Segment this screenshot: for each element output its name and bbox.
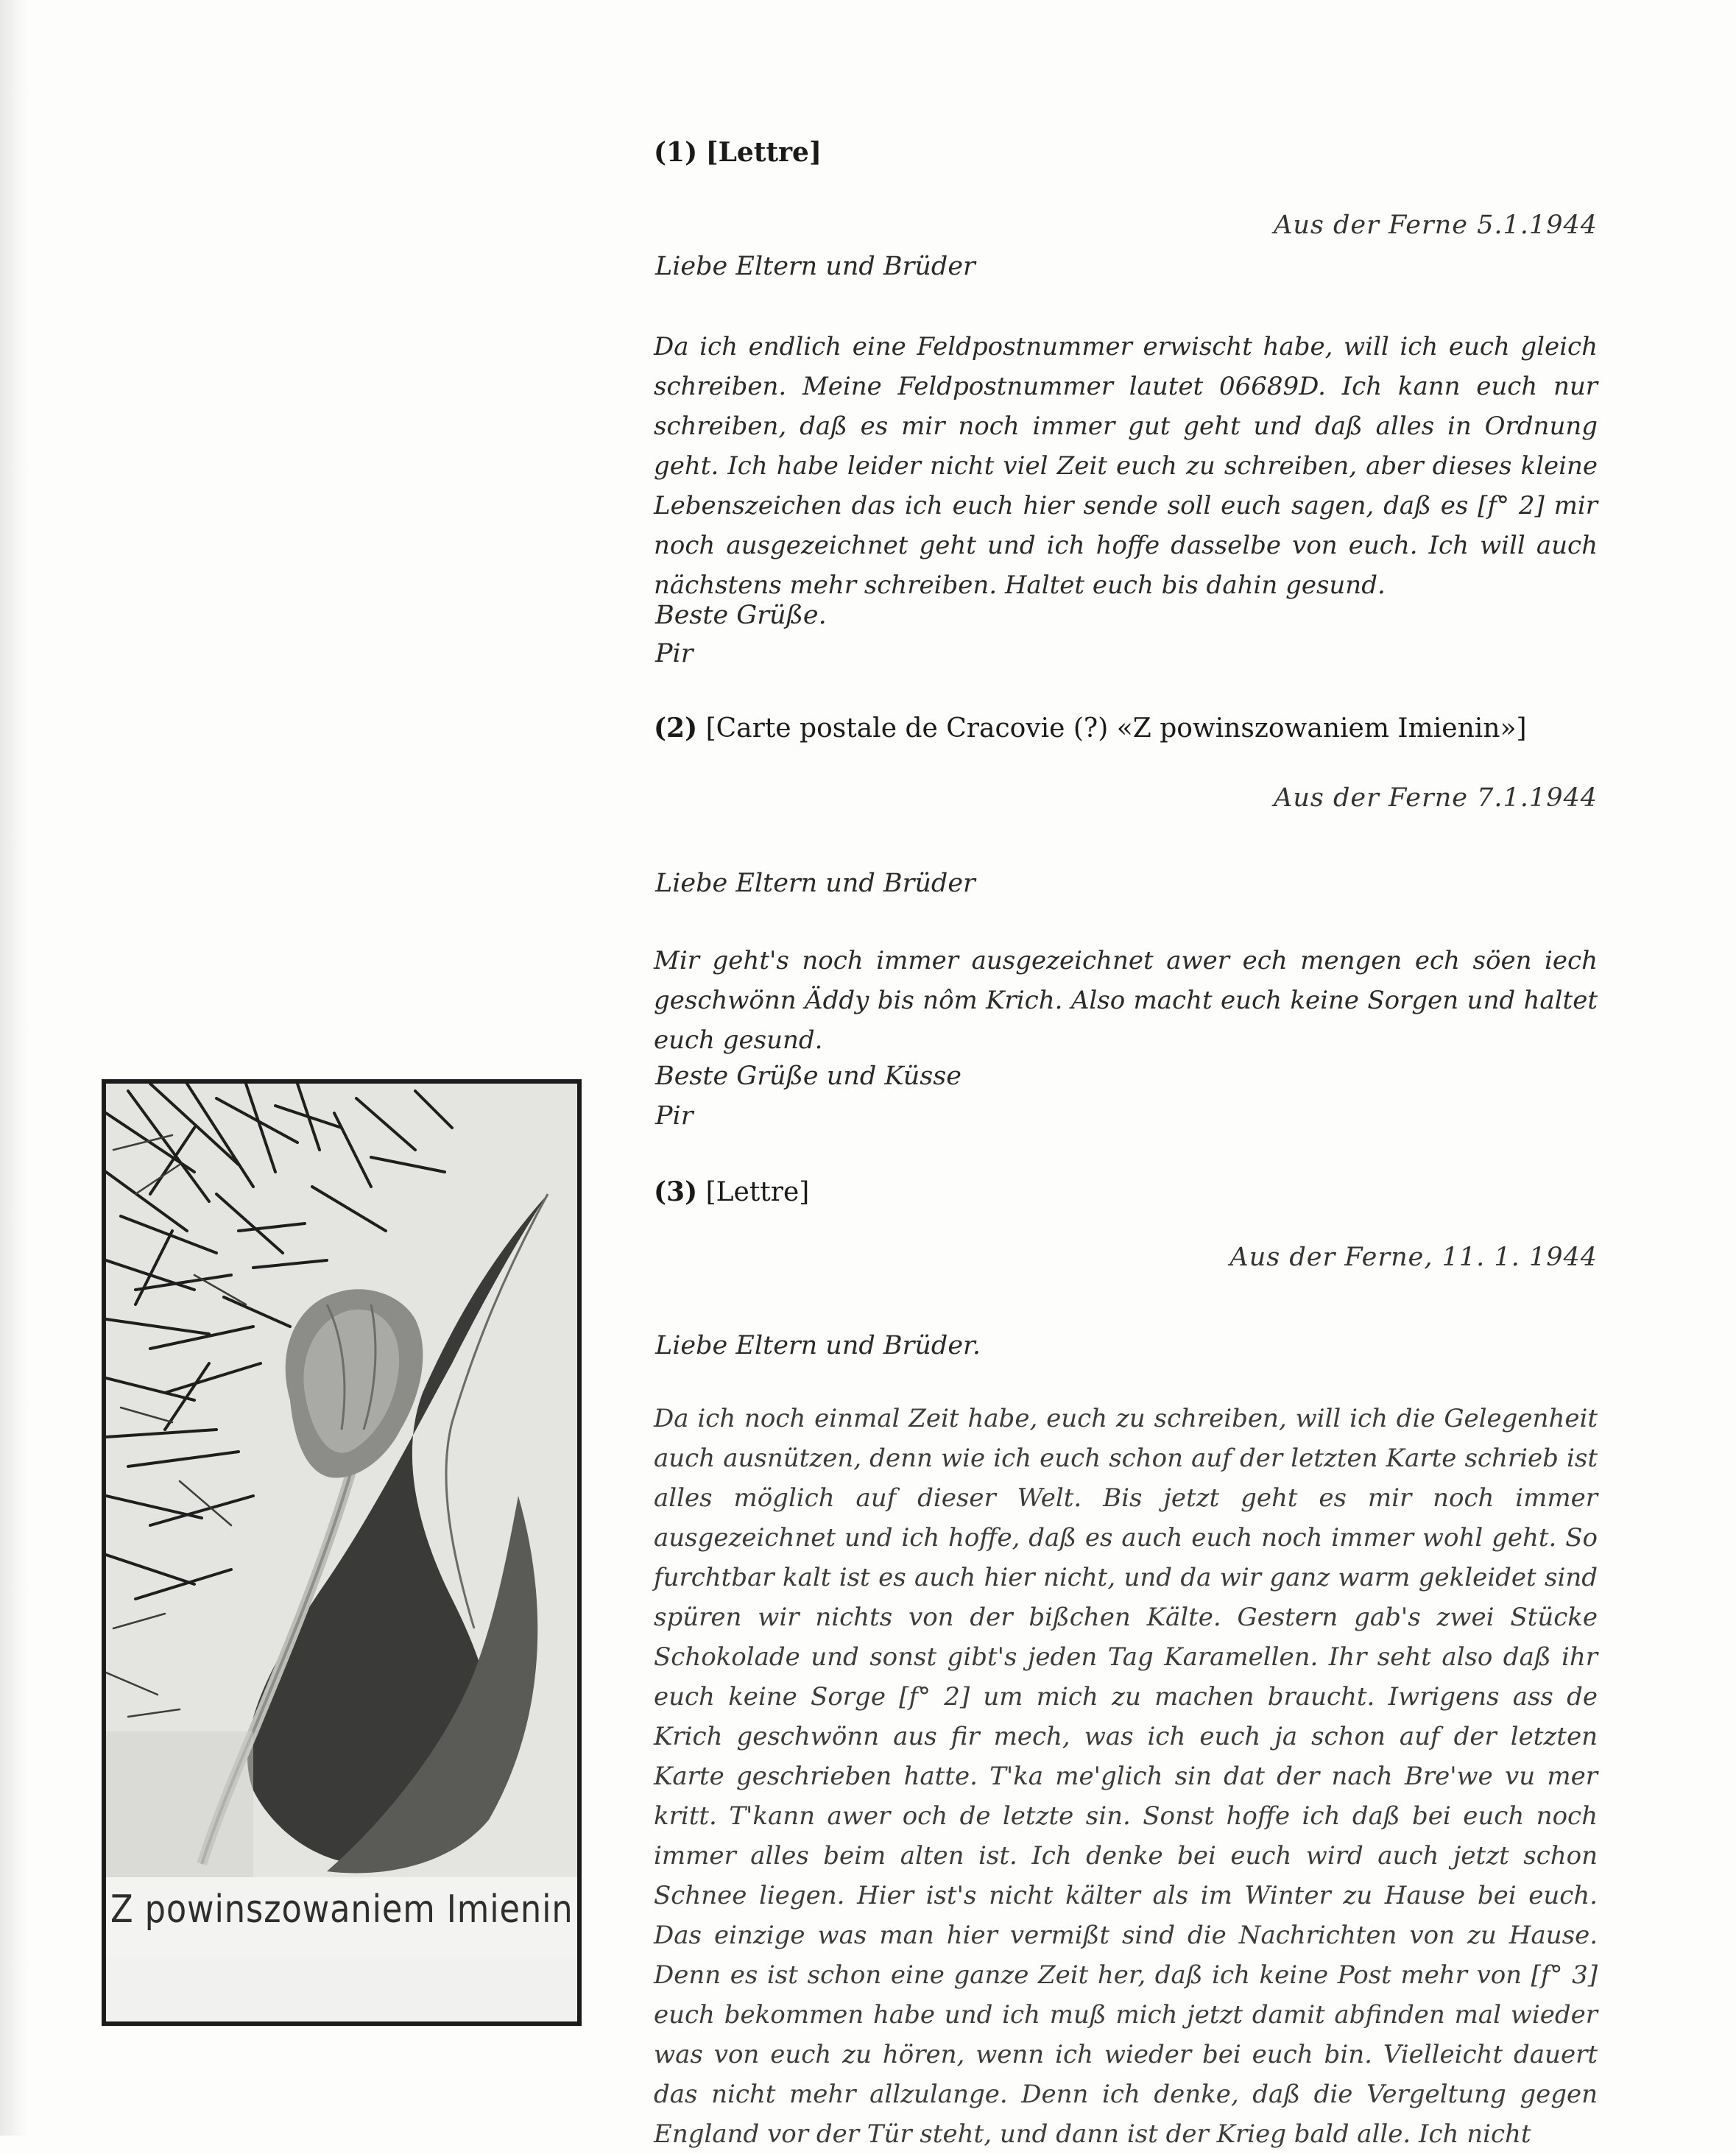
letter-1-date: Aus der Ferne 5.1.1944 [1274, 211, 1598, 240]
letter-1-number: (1) [654, 137, 698, 168]
page-edge-shadow [0, 0, 29, 2136]
letter-2-body: Mir geht's noch immer ausgezeichnet awer ech mengen ech söen iech geschwönn Äddy bis nôm Krich. Also macht euch keine Sorgen und haltet euch gesund. [654, 946, 1598, 1055]
letter-1-heading [654, 137, 822, 168]
postcard-image [102, 1079, 582, 2026]
letter-2-signature: Pir [655, 1101, 694, 1131]
letter-2-closing: Beste Grüße und Küsse [655, 1062, 961, 1091]
letter-3-date: Aus der Ferne, 11. 1. 1944 [1229, 1243, 1598, 1272]
letter-2-heading [654, 713, 1527, 744]
letter-3-heading [654, 1176, 809, 1207]
letter-2-salutation: Liebe Eltern und Brüder [655, 869, 975, 898]
letter-2-date: Aus der Ferne 7.1.1944 [1274, 783, 1598, 813]
letter-1-salutation: Liebe Eltern und Brüder [655, 252, 975, 281]
letter-3-number: (3) [654, 1176, 698, 1207]
letter-3-body: Da ich noch einmal Zeit habe, euch zu schreiben, will ich die Gelegenheit auch ausnützen, denn wie ich euch schon auf der letzten Karte schrieb ist alles möglich auf dieser Welt. Bis jetzt geht es mir noch immer ausgezeichnet und ich hoffe, daß es auch euch noch immer wohl geht. So furchtbar kalt ist es auch hier nicht, und da wir ganz warm gekleidet sind spüren wir nichts von der bißchen Kälte. Gestern gab's zwei Stücke Schokolade und sonst gibt's jeden Tag Karamellen. Ihr seht also daß ihr euch keine Sorge [f° 2] um mich zu machen braucht. Iwrigens ass de Krich geschwönn aus fir mech, was ich euch ja schon auf der letzten Karte geschrieben hatte. T'ka me'glich sin dat der nach Bre'we vu mer kritt. T'kann awer och de letzte sin. Sonst hoffe ich daß bei euch noch immer alles beim alten ist. Ich denke bei euch wird auch jetzt schon Schnee liegen. Hier ist's nicht kälter als im Winter zu Hause bei euch. Das einzige was man hier vermißt sind die Nachrichten von zu Hause. Denn es ist schon eine ganze Zeit her, daß ich keine Post mehr von [f° 3] euch bekommen habe und ich muß mich jetzt damit abfinden mal wieder was von euch zu hören, wenn ich wieder bei euch bin. Vielleicht dauert das nicht mehr allzulange. Denn ich denke, daß die Vergeltung gegen England vor der Tür steht, und dann ist der Krieg bald alle. Ich nicht [654, 1404, 1598, 2149]
letter-2-type: [Carte postale de Cracovie (?) «Z powinszowaniem Imienin»] [705, 713, 1527, 744]
letter-3-salutation: Liebe Eltern und Brüder. [655, 1331, 981, 1360]
letter-1-signature: Pir [655, 639, 694, 668]
letter-2-number: (2) [654, 713, 698, 744]
letter-3-type: [Lettre] [705, 1177, 810, 1207]
letter-1-closing: Beste Grüße. [655, 601, 827, 630]
postcard-caption: Z powinszowaniem Imienin [110, 1888, 574, 1932]
letter-1-type: [Lettre] [705, 137, 822, 168]
letter-1-body: Da ich endlich eine Feldpostnummer erwischt habe, will ich euch gleich schreiben. Meine Feldpostnummer lautet 06689D. Ich kann euch nur schreiben, daß es mir noch immer gut geht und daß alles in Ordnung geht. Ich habe leider nicht viel Zeit euch zu schreiben, aber dieses kleine Lebenszeichen das ich euch hier sende soll euch sagen, daß es [f° 2] mir noch ausgezeichnet geht und ich hoffe dasselbe von euch. Ich will auch nächstens mehr schreiben. Haltet euch bis dahin gesund. [654, 332, 1598, 600]
